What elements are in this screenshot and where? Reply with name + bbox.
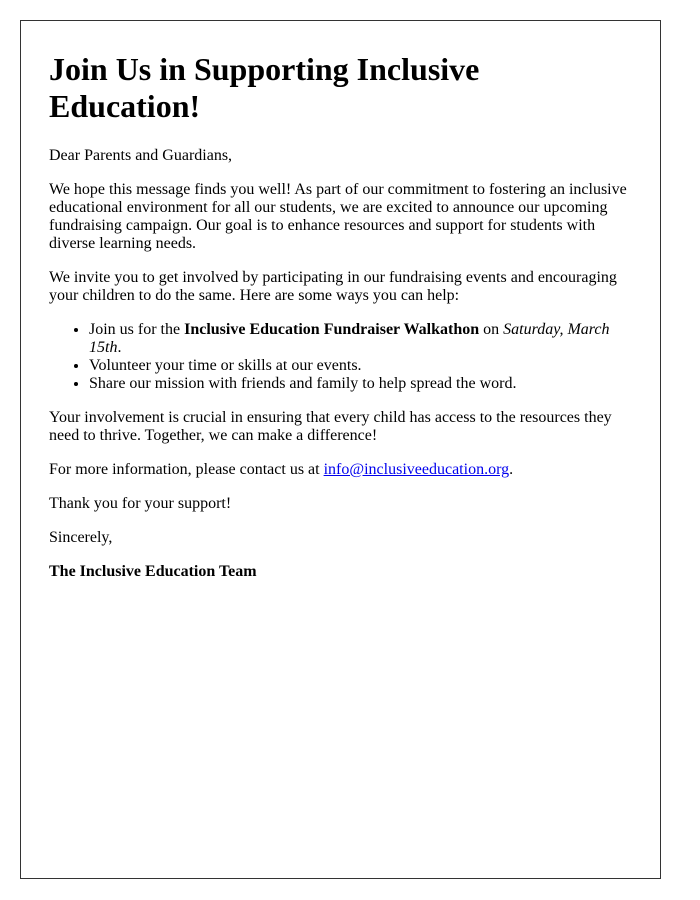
walkathon-suffix: .	[117, 339, 122, 356]
list-item-share: • Share our mission with friends and family to help spread the word.	[89, 375, 632, 393]
walkathon-prefix: Join us for the	[89, 321, 185, 338]
contact-suffix: .	[509, 461, 514, 478]
closing-line: Sincerely,	[49, 529, 113, 546]
greeting: Dear Parents and Guardians,	[49, 147, 233, 164]
signature: The Inclusive Education Team	[49, 563, 257, 580]
contact-paragraph	[49, 461, 632, 479]
list-item-walkathon	[89, 321, 632, 357]
list-item-volunteer: • Volunteer your time or skills at our events.	[89, 357, 632, 375]
ways-to-help-list	[49, 321, 632, 393]
contact-prefix: For more information, please contact us at	[49, 461, 324, 478]
intro-paragraph: We hope this message finds you well! As part of our commitment to fostering an inclusive educational environment for all our students, we are excited to announce our upcoming fundraising campaign. Our goal is to enhance resources and support for students with diverse learning needs.	[49, 181, 627, 252]
walkathon-event-name: Inclusive Education Fundraiser Walkathon	[184, 321, 480, 338]
letter-title: Join Us in Supporting Inclusive Education!	[49, 51, 480, 124]
letter-container	[20, 20, 661, 879]
involvement-paragraph: Your involvement is crucial in ensuring that every child has access to the resources they need to thrive. Together, we can make a difference!	[49, 409, 612, 444]
walkathon-date: Saturday, March 15th	[89, 321, 610, 356]
walkathon-middle: on	[479, 321, 504, 338]
contact-email-link[interactable]: info@inclusiveeducation.org	[323, 461, 510, 478]
invite-paragraph: We invite you to get involved by participating in our fundraising events and encouraging your children to do the same. Here are some ways you can help:	[49, 269, 617, 304]
thanks-line: Thank you for your support!	[49, 495, 232, 512]
